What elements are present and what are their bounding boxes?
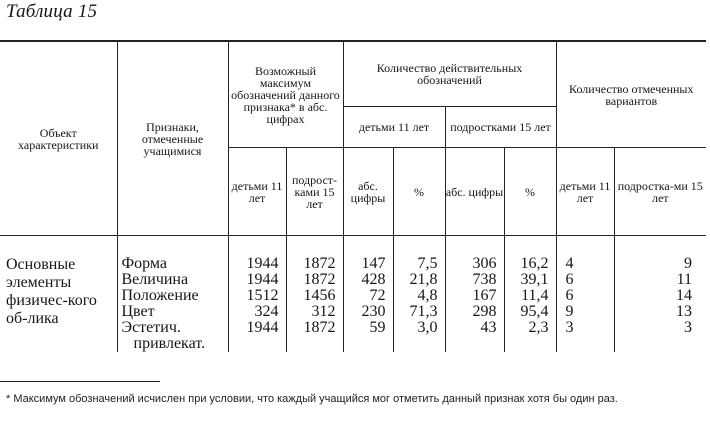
header-variants-count: Количество отмеченных вариантов [556,41,706,148]
header-object: Объект характеристики [0,41,117,236]
children-pct-cell: 21,8 [393,272,445,288]
feature-cell: Положение [117,288,228,304]
header-actual-count: Количество действительных обозначений [343,41,556,107]
data-table [0,40,706,352]
teens-abs-cell: 298 [445,304,504,320]
children-pct-cell: 3,0 [393,320,445,352]
footnote: * Максимум обозначений исчислен при условии, что каждый учащийся мог отметить данный признак хотя бы один раз. [6,393,618,405]
max-children-cell: 1944 [228,256,286,272]
teens-abs-cell: 167 [445,288,504,304]
teens-abs-cell: 306 [445,256,504,272]
teens-pct-cell: 39,1 [504,272,556,288]
header-actual-children: детьми 11 лет [343,107,445,148]
header-children-abs: абс. цифры [343,148,393,236]
header-max-teens: подрост-ками 15 лет [286,148,343,236]
teens-abs-cell: 738 [445,272,504,288]
feature-cell: Величина [117,272,228,288]
teens-pct-cell: 95,4 [504,304,556,320]
header-teens-pct: % [504,148,556,236]
feature-line-2: привлекат. [133,335,206,352]
object-label: Основные элементы физичес-кого об-лика [6,256,97,327]
header-teens-abs: абс. цифры [445,148,504,236]
max-teens-cell: 1456 [286,288,343,304]
feature-cell: Форма [117,256,228,272]
variants-children-cell: 6 [556,288,614,304]
header-variants-children: детьми 11 лет [556,148,614,236]
table-title: Таблица 15 [6,1,98,22]
variants-teens-cell: 14 [614,288,706,304]
header-features: Признаки, отмеченные учащимися [117,41,228,236]
children-pct-cell: 71,3 [393,304,445,320]
header-actual-teens: подростками 15 лет [445,107,556,148]
variants-teens-cell: 3 [614,320,706,352]
header-max-possible: Возможный максимум обозначений данного признака* в абс. цифрах [228,41,343,148]
max-children-cell: 1944 [228,320,286,352]
max-teens-cell: 1872 [286,256,343,272]
children-abs-cell: 59 [343,320,393,352]
teens-pct-cell: 11,4 [504,288,556,304]
max-children-cell: 324 [228,304,286,320]
children-abs-cell: 428 [343,272,393,288]
max-teens-cell: 1872 [286,272,343,288]
feature-cell [117,320,228,352]
teens-pct-cell: 16,2 [504,256,556,272]
header-variants-teens: подростка-ми 15 лет [614,148,706,236]
children-abs-cell: 230 [343,304,393,320]
feature-cell: Цвет [117,304,228,320]
max-children-cell: 1944 [228,272,286,288]
max-teens-cell: 312 [286,304,343,320]
variants-children-cell: 9 [556,304,614,320]
variants-teens-cell: 13 [614,304,706,320]
children-abs-cell: 72 [343,288,393,304]
max-children-cell: 1512 [228,288,286,304]
teens-pct-cell: 2,3 [504,320,556,352]
children-pct-cell: 7,5 [393,256,445,272]
table-row [0,256,706,272]
header-max-children: детьми 11 лет [228,148,286,236]
variants-children-cell: 4 [556,256,614,272]
variants-teens-cell: 9 [614,256,706,272]
footnote-rule [0,381,160,382]
variants-teens-cell: 11 [614,272,706,288]
max-teens-cell: 1872 [286,320,343,352]
variants-children-cell: 6 [556,272,614,288]
variants-children-cell: 3 [556,320,614,352]
feature-line-1: Эстетич. [121,319,181,336]
children-pct-cell: 4,8 [393,288,445,304]
children-abs-cell: 147 [343,256,393,272]
header-children-pct: % [393,148,445,236]
teens-abs-cell: 43 [445,320,504,352]
